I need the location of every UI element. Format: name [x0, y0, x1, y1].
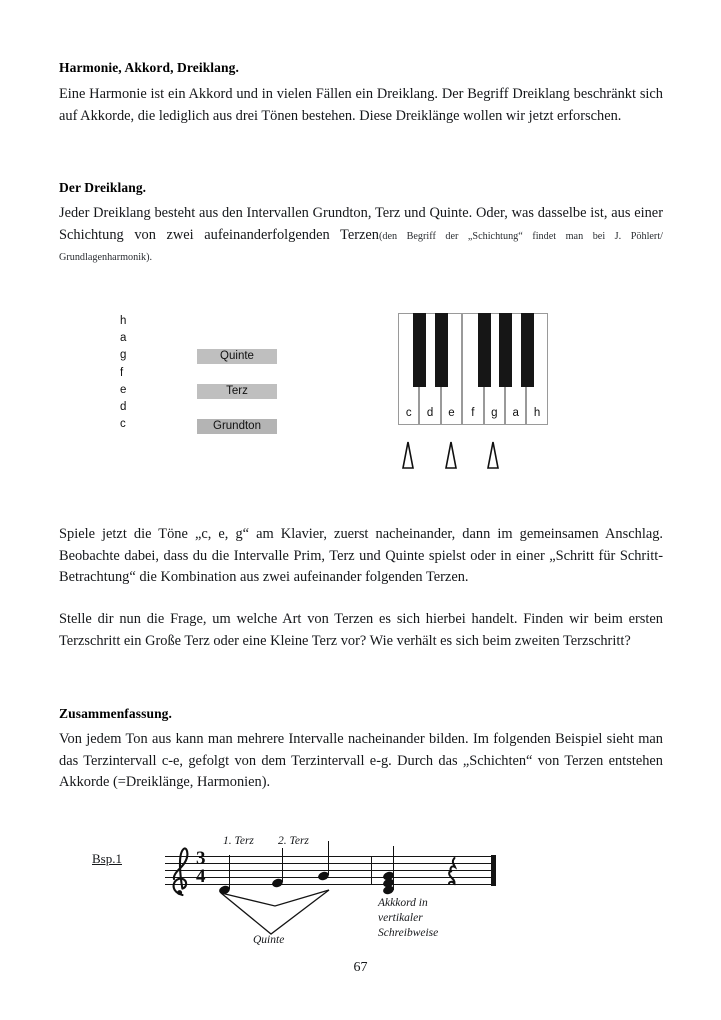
stem-c — [229, 855, 230, 889]
key-pointer-g — [488, 442, 498, 468]
black-key-gis[interactable] — [499, 313, 512, 387]
time-signature-numerator: 3 — [196, 848, 206, 869]
section-heading-zusammenfassung: Zusammenfassung. — [59, 706, 173, 721]
tone-letter-a: a — [120, 332, 127, 345]
chord-label-line-3: Schreibweise — [378, 927, 439, 939]
paragraph-dreiklang-main: Jeder Dreiklang besteht aus den Intervallen Grundton, Terz und Quinte. Oder, was dasselbe ist, aus einer Schichtung von zwei aufeinanderfolgenden Terzen — [59, 205, 663, 243]
section-heading-dreiklang: Der Dreiklang. — [59, 180, 147, 195]
key-label-e: e — [448, 407, 455, 419]
quinte-bracket — [213, 888, 343, 940]
key-label-g: g — [491, 407, 498, 419]
interval-label-1-terz: 1. Terz — [223, 835, 254, 847]
example-label-bsp1: Bsp.1 — [92, 851, 122, 866]
treble-clef-icon — [169, 846, 195, 898]
paragraph-spiele-body: Spiele jetzt die Töne „c, e, g“ am Klavier, zuerst nacheinander, dann im gemeinsamen Anschlag. Beobachte dabei, dass du die Intervalle Prim, Terz und Quinte spielst oder in einer „Schritt für Schritt-Betrachtung“ die Kombination aus zwei aufeinander folgenden Terzen. — [59, 526, 663, 585]
interval-box-quinte: Quinte — [197, 349, 277, 364]
interval-box-terz: Terz — [197, 384, 277, 399]
tone-letter-c: c — [120, 418, 126, 431]
tone-ladder-letters — [120, 313, 126, 433]
black-key-ais[interactable] — [521, 313, 534, 387]
section-heading-harmonie: Harmonie, Akkord, Dreiklang. — [59, 60, 239, 75]
stem-e — [282, 848, 283, 882]
tone-letter-f: f — [120, 366, 124, 379]
quarter-rest-icon — [445, 856, 461, 886]
piano-keyboard — [398, 313, 548, 425]
chord-stem — [393, 846, 394, 890]
tone-letter-d: d — [120, 400, 127, 413]
paragraph-harmonie-body: Eine Harmonie ist ein Akkord und in vielen Fällen ein Dreiklang. Der Begriff Dreiklang beschränkt sich auf Akkorde, die lediglich aus drei Tönen bestehen. Diese Dreiklänge wollen wir jetzt erforschen. — [59, 86, 663, 124]
tone-letter-h: h — [120, 315, 127, 327]
black-key-fis[interactable] — [478, 313, 491, 387]
key-label-c: c — [405, 407, 412, 419]
stem-g — [328, 841, 329, 875]
barline-middle — [371, 856, 372, 885]
paragraph-dreiklang-footnote: (den Begriff der „Schichtung“ findet man bei J. Pöhlert/ Grundlagenharmonik). — [59, 230, 663, 263]
interval-box-grundton: Grundton — [197, 419, 277, 434]
key-pointer-c — [403, 442, 413, 468]
black-key-cis[interactable] — [413, 313, 426, 387]
black-key-dis[interactable] — [435, 313, 448, 387]
key-pointer-group — [400, 440, 540, 470]
key-pointer-e — [446, 442, 456, 468]
page-number: 67 — [353, 960, 368, 975]
paragraph-zusammenfassung-body: Von jedem Ton aus kann man mehrere Intervalle nacheinander bilden. Im folgenden Beispiel sieht man das Terzintervall c-e, gefolgt von dem Terzintervall e-g. Durch das „Schichten“ von Terzen entstehen Akkorde (=Dreiklänge, Harmonien). — [59, 731, 663, 790]
paragraph-frage-body: Stelle dir nun die Frage, um welche Art von Terzen es sich hierbei handelt. Finden wir beim ersten Terzschritt ein Große Terz oder eine Kleine Terz vor? Wie verhält es sich beim zweiten Terzschritt? — [59, 611, 663, 649]
interval-label-2-terz: 2. Terz — [278, 835, 309, 847]
key-label-d: d — [426, 407, 434, 419]
time-signature-denominator: 4 — [196, 866, 206, 887]
key-label-h: h — [533, 407, 541, 419]
tone-letter-g: g — [120, 349, 127, 362]
tone-letter-e: e — [120, 383, 127, 396]
quinte-bracket-label: Quinte — [253, 934, 285, 946]
key-label-f: f — [471, 407, 475, 419]
chord-label-line-2: vertikaler — [378, 912, 423, 924]
key-label-a: a — [512, 407, 519, 419]
music-notation-example — [165, 835, 510, 948]
barline-final — [491, 855, 496, 886]
chord-label-line-1: Akkkord in — [378, 897, 428, 909]
paragraph-dreiklang-body — [59, 203, 663, 268]
